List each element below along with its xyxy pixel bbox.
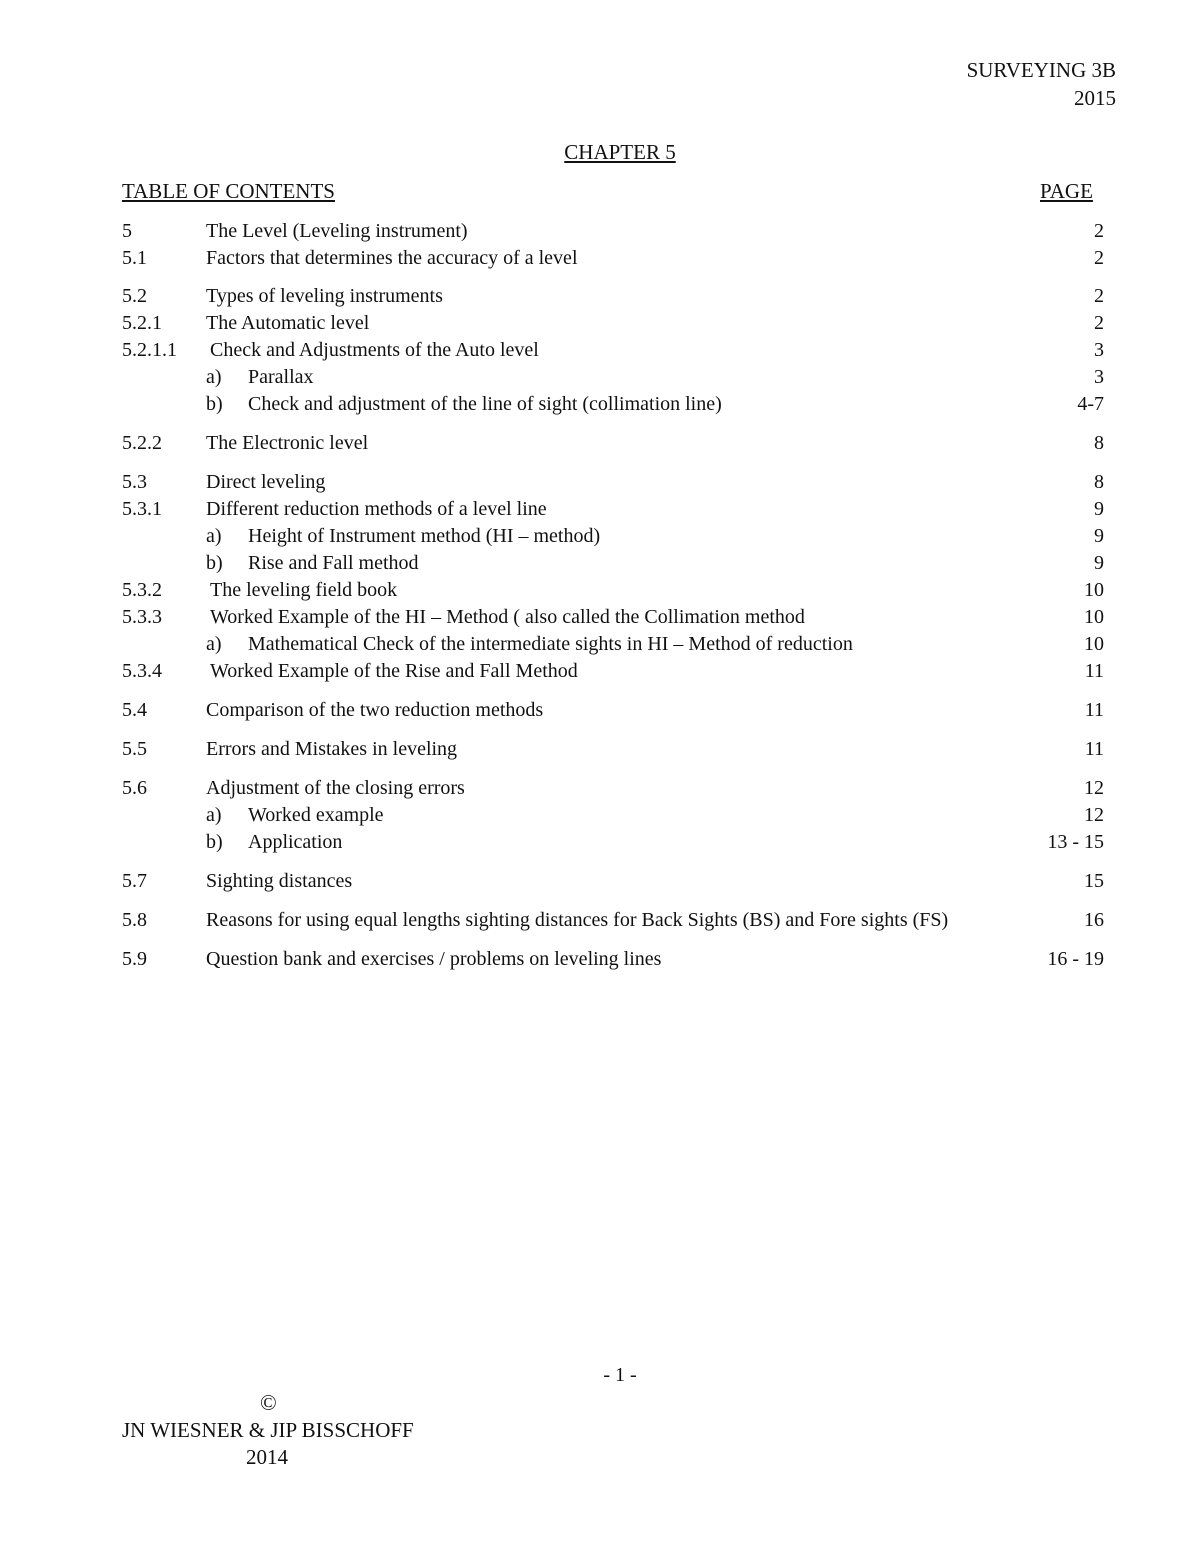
toc-entry-title: Check and adjustment of the line of sight (collimation line)	[248, 393, 722, 415]
page-number: - 1 -	[603, 1364, 637, 1386]
toc-entry-marker: a)	[206, 366, 222, 388]
toc-entry-item	[206, 523, 600, 549]
toc-entry-item	[206, 907, 948, 933]
toc-entry-number: 5.2.1.1	[122, 339, 177, 361]
toc-entry-item	[206, 868, 352, 894]
toc-entry-page: 9	[1094, 498, 1104, 520]
toc-entry-page: 10	[1084, 579, 1104, 601]
toc-entry-number: 5.8	[122, 909, 147, 931]
toc-entry-item	[206, 391, 722, 417]
toc-entry-title: The Level (Leveling instrument)	[206, 220, 468, 242]
toc-entry-number: 5.6	[122, 777, 147, 799]
toc-entry-page: 15	[1084, 870, 1104, 892]
course-year: 2015	[1074, 86, 1116, 110]
toc-entry-title: Question bank and exercises / problems on leveling lines	[206, 948, 662, 970]
toc-entry-title: The leveling field book	[210, 579, 398, 601]
toc-entry	[0, 310, 1200, 336]
toc-entry	[0, 218, 1200, 244]
toc-page-heading: PAGE	[1040, 179, 1093, 203]
toc-entry-title: Sighting distances	[206, 870, 353, 892]
toc-entry-number: 5.3	[122, 471, 147, 493]
toc-entry-item	[206, 829, 342, 855]
toc-entry-title: The Electronic level	[206, 432, 369, 454]
toc-entry-number: 5.2	[122, 285, 147, 307]
toc-entry-title: Adjustment of the closing errors	[206, 777, 465, 799]
toc-entry-title: Worked Example of the Rise and Fall Method	[210, 660, 578, 682]
toc-entry-title: Application	[248, 831, 343, 853]
toc-entry-page: 11	[1084, 738, 1104, 760]
toc-entry-title: Check and Adjustments of the Auto level	[210, 339, 539, 361]
toc-entry-marker: a)	[206, 525, 222, 547]
toc-entry	[0, 775, 1200, 801]
toc-entry	[0, 364, 1200, 390]
toc-entry-item	[206, 218, 468, 244]
toc-entry-number: 5.3.4	[122, 660, 162, 682]
toc-entry-number: 5.4	[122, 699, 147, 721]
toc-entry-page: 8	[1094, 432, 1104, 454]
toc-entry-page: 2	[1094, 220, 1104, 242]
toc-entry	[0, 496, 1200, 522]
toc-entry-marker: a)	[206, 804, 222, 826]
toc-heading: TABLE OF CONTENTS	[122, 179, 335, 203]
toc-entry-number: 5.1	[122, 247, 147, 269]
toc-entry	[0, 523, 1200, 549]
toc-entry-marker: b)	[206, 831, 223, 853]
toc-entry	[0, 550, 1200, 576]
chapter-title: CHAPTER 5	[564, 140, 676, 164]
toc-entry-item	[206, 550, 419, 576]
toc-entry-number: 5.2.2	[122, 432, 162, 454]
toc-entry-title: Height of Instrument method (HI – method)	[248, 525, 601, 547]
toc-entry	[0, 283, 1200, 309]
toc-entry	[0, 577, 1200, 603]
toc-entry-title: Worked Example of the HI – Method ( also called the Collimation method	[210, 606, 805, 628]
toc-entry	[0, 337, 1200, 363]
toc-entry-item	[206, 310, 369, 336]
toc-entry-title: The Automatic level	[206, 312, 370, 334]
toc-entry-item	[206, 283, 443, 309]
authors: JN WIESNER & JIP BISSCHOFF	[122, 1418, 414, 1442]
toc-entry-marker: a)	[206, 633, 222, 655]
toc-entry-number: 5.3.3	[122, 606, 162, 628]
toc-entry-page: 16 - 19	[1047, 948, 1104, 970]
toc-entry-title: Types of leveling instruments	[206, 285, 443, 307]
toc-entry-item	[206, 802, 384, 828]
toc-entry-item	[206, 697, 543, 723]
toc-entry-page: 8	[1094, 471, 1104, 493]
toc-entry	[0, 946, 1200, 972]
toc-entry-page: 13 - 15	[1047, 831, 1104, 853]
toc-entry-title: Factors that determines the accuracy of a level	[206, 247, 578, 269]
toc-entry	[0, 697, 1200, 723]
toc-entry	[0, 829, 1200, 855]
toc-entry-title: Rise and Fall method	[248, 552, 419, 574]
toc-entry-item	[206, 946, 661, 972]
toc-entry-number: 5.7	[122, 870, 147, 892]
toc-entry-page: 2	[1094, 247, 1104, 269]
toc-entry	[0, 430, 1200, 456]
toc-entry-item	[206, 364, 314, 390]
toc-entry-title: Direct leveling	[206, 471, 326, 493]
toc-entry-title: Reasons for using equal lengths sighting distances for Back Sights (BS) and Fore sights (FS)	[206, 909, 949, 931]
toc-entry-item	[206, 469, 325, 495]
toc-entry-title: Parallax	[248, 366, 314, 388]
toc-entry-page: 11	[1084, 699, 1104, 721]
toc-entry-item	[206, 430, 368, 456]
toc-entry	[0, 469, 1200, 495]
toc-entry	[0, 245, 1200, 271]
toc-entry-number: 5	[122, 220, 132, 242]
toc-entry-number: 5.3.1	[122, 498, 162, 520]
toc-entry-title: Errors and Mistakes in leveling	[206, 738, 458, 760]
toc-entry-page: 16	[1084, 909, 1104, 931]
course-header: SURVEYING 3B	[966, 58, 1116, 82]
copyright-year: 2014	[246, 1445, 288, 1469]
toc-entry-item	[206, 245, 578, 271]
toc-entry-number: 5.2.1	[122, 312, 162, 334]
toc-entry	[0, 604, 1200, 630]
toc-entry-item	[210, 604, 805, 630]
toc-entry-title: Different reduction methods of a level line	[206, 498, 547, 520]
toc-entry-page: 12	[1084, 804, 1104, 826]
toc-entry-item	[206, 736, 457, 762]
toc-entry-item	[210, 337, 539, 363]
toc-entry-page: 2	[1094, 312, 1104, 334]
toc-entry-page: 3	[1094, 366, 1104, 388]
toc-entry	[0, 391, 1200, 417]
toc-entry-page: 10	[1084, 633, 1104, 655]
toc-entry-page: 9	[1094, 525, 1104, 547]
toc-entry-marker: b)	[206, 552, 223, 574]
toc-entry	[0, 802, 1200, 828]
toc-entry-title: Comparison of the two reduction methods	[206, 699, 544, 721]
toc-entry-item	[206, 775, 465, 801]
toc-entry-page: 4-7	[1077, 393, 1104, 415]
toc-entry	[0, 658, 1200, 684]
toc-entry-number: 5.9	[122, 948, 147, 970]
toc-entry-page: 10	[1084, 606, 1104, 628]
toc-entry-item	[210, 658, 578, 684]
toc-entry-marker: b)	[206, 393, 223, 415]
copyright-symbol: ©	[260, 1390, 277, 1415]
toc-entry-item	[206, 631, 853, 657]
toc-entry	[0, 736, 1200, 762]
toc-entry-number: 5.5	[122, 738, 147, 760]
toc-entry-item	[206, 496, 547, 522]
toc-entry-title: Mathematical Check of the intermediate sights in HI – Method of reduction	[248, 633, 853, 655]
toc-entry-title: Worked example	[248, 804, 384, 826]
toc-entry	[0, 631, 1200, 657]
toc-entry-page: 9	[1094, 552, 1104, 574]
toc-entry-page: 3	[1094, 339, 1104, 361]
toc-entry	[0, 868, 1200, 894]
toc-entry-number: 5.3.2	[122, 579, 162, 601]
toc-entry	[0, 907, 1200, 933]
toc-entry-page: 2	[1094, 285, 1104, 307]
toc-entry-page: 12	[1084, 777, 1104, 799]
toc-entry-page: 11	[1084, 660, 1104, 682]
toc-entry-item	[210, 577, 397, 603]
